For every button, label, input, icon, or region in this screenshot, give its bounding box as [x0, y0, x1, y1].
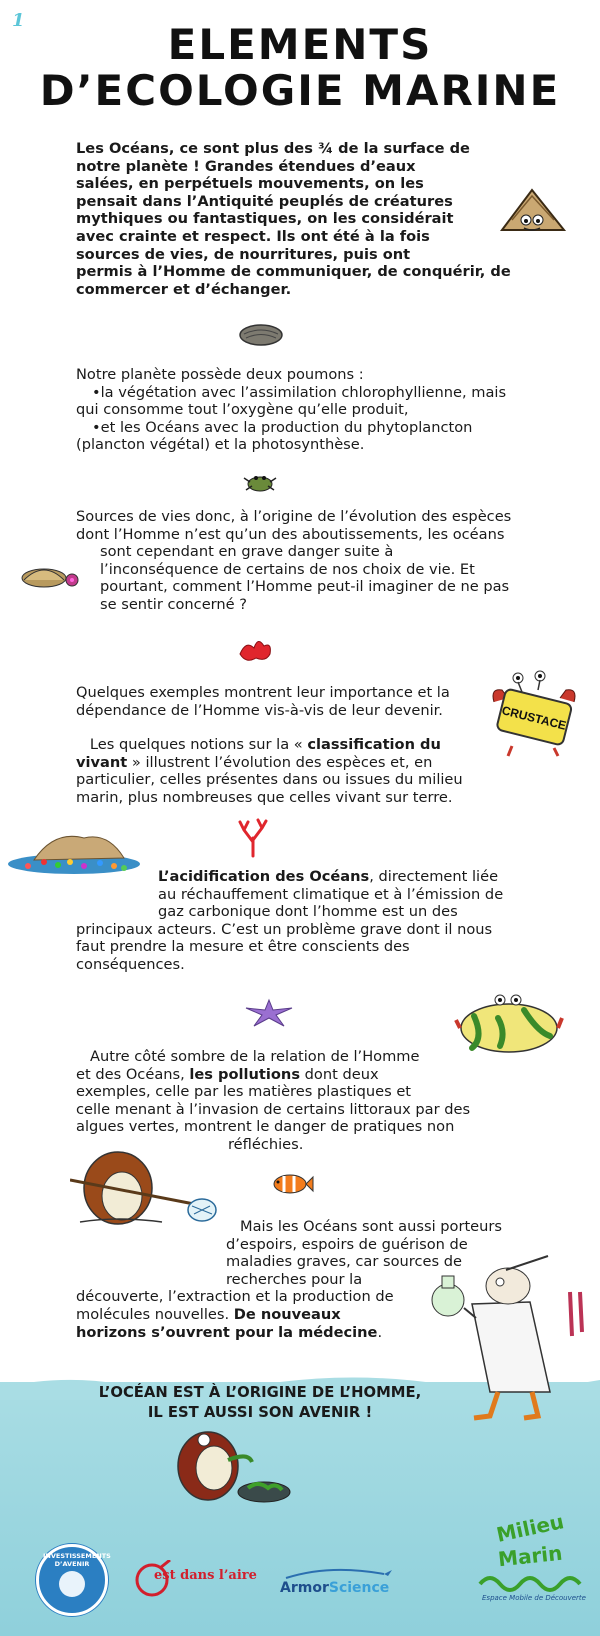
est-dans-laire-text: est dans l’aire — [154, 1568, 257, 1583]
notions-paragraph — [76, 736, 496, 806]
algae-creature-illustration — [454, 988, 564, 1054]
hope-bold: horizons s’ouvrent pour la médecine — [76, 1323, 378, 1341]
pollution-line: celle menant à l’invasion de certains littoraux par des — [76, 1100, 471, 1118]
sources-paragraph — [76, 508, 556, 614]
intro-line: notre planète ! Grandes étendues d’eaux — [76, 157, 416, 175]
hope-line: découverte, l’extraction et la production de — [76, 1288, 394, 1306]
hope-bold: De nouveaux — [233, 1305, 341, 1323]
milieu-text: Milieu — [494, 1509, 567, 1547]
oyster-icon — [238, 322, 284, 348]
intro-line: sources de vies, de nourritures, puis ont — [76, 245, 411, 263]
acidification-line: conséquences. — [76, 955, 185, 973]
hope-line: d’espoirs, espoirs de guérison de — [226, 1235, 468, 1253]
est-dans-laire-logo — [132, 1560, 262, 1600]
intro-line: commercer et d’échanger. — [76, 280, 292, 298]
intro-line: avec crainte et respect. Ils ont été à la fois — [76, 227, 430, 245]
crab-icon — [240, 470, 280, 494]
page-title-line1: ELEMENTS — [167, 20, 433, 69]
marin-text: Marin — [496, 1540, 564, 1572]
pollution-line: Autre côté sombre de la relation de l’Homme — [90, 1048, 420, 1065]
hope-line: Mais les Océans sont aussi porteurs — [240, 1218, 503, 1235]
examples-line: dépendance de l’Homme vis-à-vis de leur devenir. — [76, 701, 443, 719]
crustace-sign-crab-illustration — [488, 668, 580, 758]
clownfish-icon — [270, 1172, 314, 1196]
investissements-logo-text: INVESTISSEMENTS D’AVENIR — [43, 1552, 111, 1568]
page-number: 1 — [12, 10, 25, 31]
investissements-avenir-logo — [36, 1544, 111, 1616]
lungs-line: qui consomme tout l’oxygène qu’elle produit, — [76, 401, 409, 419]
lungs-paragraph — [76, 366, 556, 454]
intro-line: Les Océans, ce sont plus des ¾ de la surface de — [76, 140, 470, 157]
armorscience-arc-icon — [280, 1566, 410, 1580]
acidification-paragraph — [76, 868, 556, 974]
sources-line: Sources de vies donc, à l’origine de l’évolution des espèces — [76, 508, 512, 525]
sources-line: sont cependant en grave danger suite à — [100, 543, 394, 561]
starfish-icon — [244, 998, 294, 1028]
lungs-bullet-1: •la végétation avec l’assimilation chlorophyllienne, mais — [92, 383, 507, 401]
espace-mobile-text: Espace Mobile de Découverte — [482, 1594, 586, 1602]
crustace-label: CRUSTACE — [500, 703, 568, 733]
acidification-line: principaux acteurs. C’est un problème grave dont il nous — [76, 920, 493, 938]
algae-picking-creature-illustration — [168, 1422, 308, 1508]
acidification-line: gaz carbonique dont l’homme est un des — [158, 903, 458, 921]
notions-bold: classification du — [307, 736, 441, 753]
red-coral-icon — [236, 634, 276, 666]
acidification-bold: L’acidification des Océans — [158, 868, 370, 885]
turtle-snail-illustration — [16, 558, 82, 590]
sources-line: se sentir concerné ? — [100, 595, 248, 613]
lungs-line: (plancton végétal) et la photosynthèse. — [76, 436, 365, 454]
intro-line: mythiques ou fantastiques, on les considérait — [76, 210, 454, 228]
pollution-paragraph — [76, 1048, 476, 1154]
notions-bold: vivant — [76, 753, 128, 771]
notions-text: Les quelques notions sur la « — [89, 736, 308, 753]
notions-text: » illustrent l’évolution des espèces et, en — [127, 753, 433, 771]
examples-paragraph — [76, 684, 476, 719]
pollution-line: algues vertes, montrent le danger de pratiques non — [76, 1118, 455, 1136]
pollution-text: et des Océans, — [76, 1065, 190, 1083]
sources-line: pourtant, comment l’Homme peut-il imaginer de ne pas — [100, 578, 510, 596]
notions-line: marin, plus nombreuses que celles vivant sur terre. — [76, 788, 453, 806]
acidification-text: , directement liée — [369, 868, 499, 885]
intro-paragraph — [76, 140, 536, 298]
pollution-line: exemples, celle par les matières plastiques et — [76, 1083, 412, 1101]
milieu-marin-logo — [476, 1510, 592, 1610]
hope-line: recherches pour la — [226, 1270, 363, 1288]
closing-statement — [40, 1383, 480, 1423]
intro-line: permis à l’Homme de communiquer, de conquérir, de — [76, 263, 511, 281]
page-title-line2: D’ECOLOGIE MARINE — [39, 66, 561, 115]
intro-line: salées, en perpétuels mouvements, on les — [76, 175, 424, 193]
intro-line: pensait dans l’Antiquité peuplés de créatures — [76, 192, 453, 210]
armor-text: Armor — [280, 1580, 329, 1596]
acidification-line: faut prendre la mesure et être conscients des — [76, 938, 410, 956]
fishing-net-creature-illustration — [70, 1140, 220, 1226]
hope-text: molécules nouvelles. — [76, 1305, 234, 1323]
examples-line: Quelques exemples montrent leur importance et la — [76, 684, 450, 701]
coral-branch-icon — [236, 818, 270, 858]
closing-line: IL EST AUSSI SON AVENIR ! — [147, 1404, 373, 1421]
sources-line: dont l’Homme n’est qu’un des aboutissements, les océans — [76, 525, 505, 543]
pollution-text: dont deux — [300, 1065, 379, 1083]
acidification-line: au réchauffement climatique et à l’émission de — [158, 885, 504, 903]
hope-text: . — [377, 1323, 383, 1341]
hope-line: maladies graves, car sources de — [226, 1253, 462, 1271]
closing-line: L’OCÉAN EST À L’ORIGINE DE L’HOMME, — [98, 1384, 422, 1401]
armorscience-logo — [280, 1566, 410, 1600]
lungs-bullet-2: •et les Océans avec la production du phytoplancton — [92, 418, 473, 436]
pollution-bold: les pollutions — [189, 1065, 301, 1083]
notions-line: particulier, celles présentes dans ou issues du milieu — [76, 771, 463, 789]
pollution-line: réfléchies. — [228, 1135, 304, 1153]
limpet-creature-illustration — [498, 186, 568, 238]
sources-line: l’inconséquence de certains de nos choix de vie. Et — [100, 560, 475, 578]
science-text: Science — [328, 1580, 390, 1596]
lungs-line: Notre planète possède deux poumons : — [76, 366, 364, 383]
